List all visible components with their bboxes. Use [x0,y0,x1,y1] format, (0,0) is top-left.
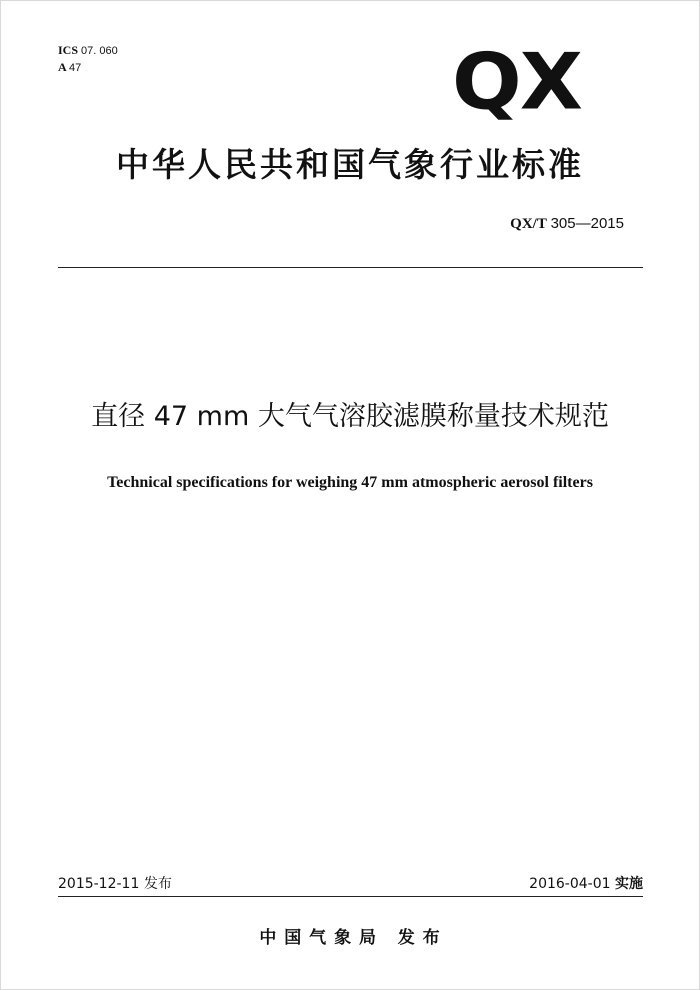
classification-codes [58,42,118,76]
footer-divider [58,896,643,897]
publisher-line: 中 国 气 象 局 发 布 [259,928,441,948]
header-divider [58,267,643,268]
ics-code: 07. 060 [81,45,118,57]
document-title-chinese: 直径 47 mm 大气气溶胶滤膜称量技术规范 [91,401,609,432]
standard-code: QX/T [510,216,547,232]
dates-row [58,874,643,894]
document-title-english: Technical specifications for weighing 47 mm atmospheric aerosol filters [107,474,593,491]
ccs-row [58,59,118,76]
standard-category-title: 中华人民共和国气象行业标准 [116,145,584,184]
issue-verb: 发布 [143,876,172,892]
issue-date-block [58,874,172,894]
ccs-code: 47 [69,62,82,74]
ics-label: ICS [58,43,79,57]
standard-number-value: 305—2015 [550,215,624,232]
issue-date: 2015-12-11 [58,876,140,892]
standard-number [510,214,624,234]
implementation-verb: 实施 [615,876,643,892]
qx-logo: QX [452,37,581,128]
implementation-date: 2016-04-01 [529,876,611,892]
implementation-date-block [529,874,643,894]
ics-row [58,42,118,59]
ccs-label: A [58,60,67,74]
